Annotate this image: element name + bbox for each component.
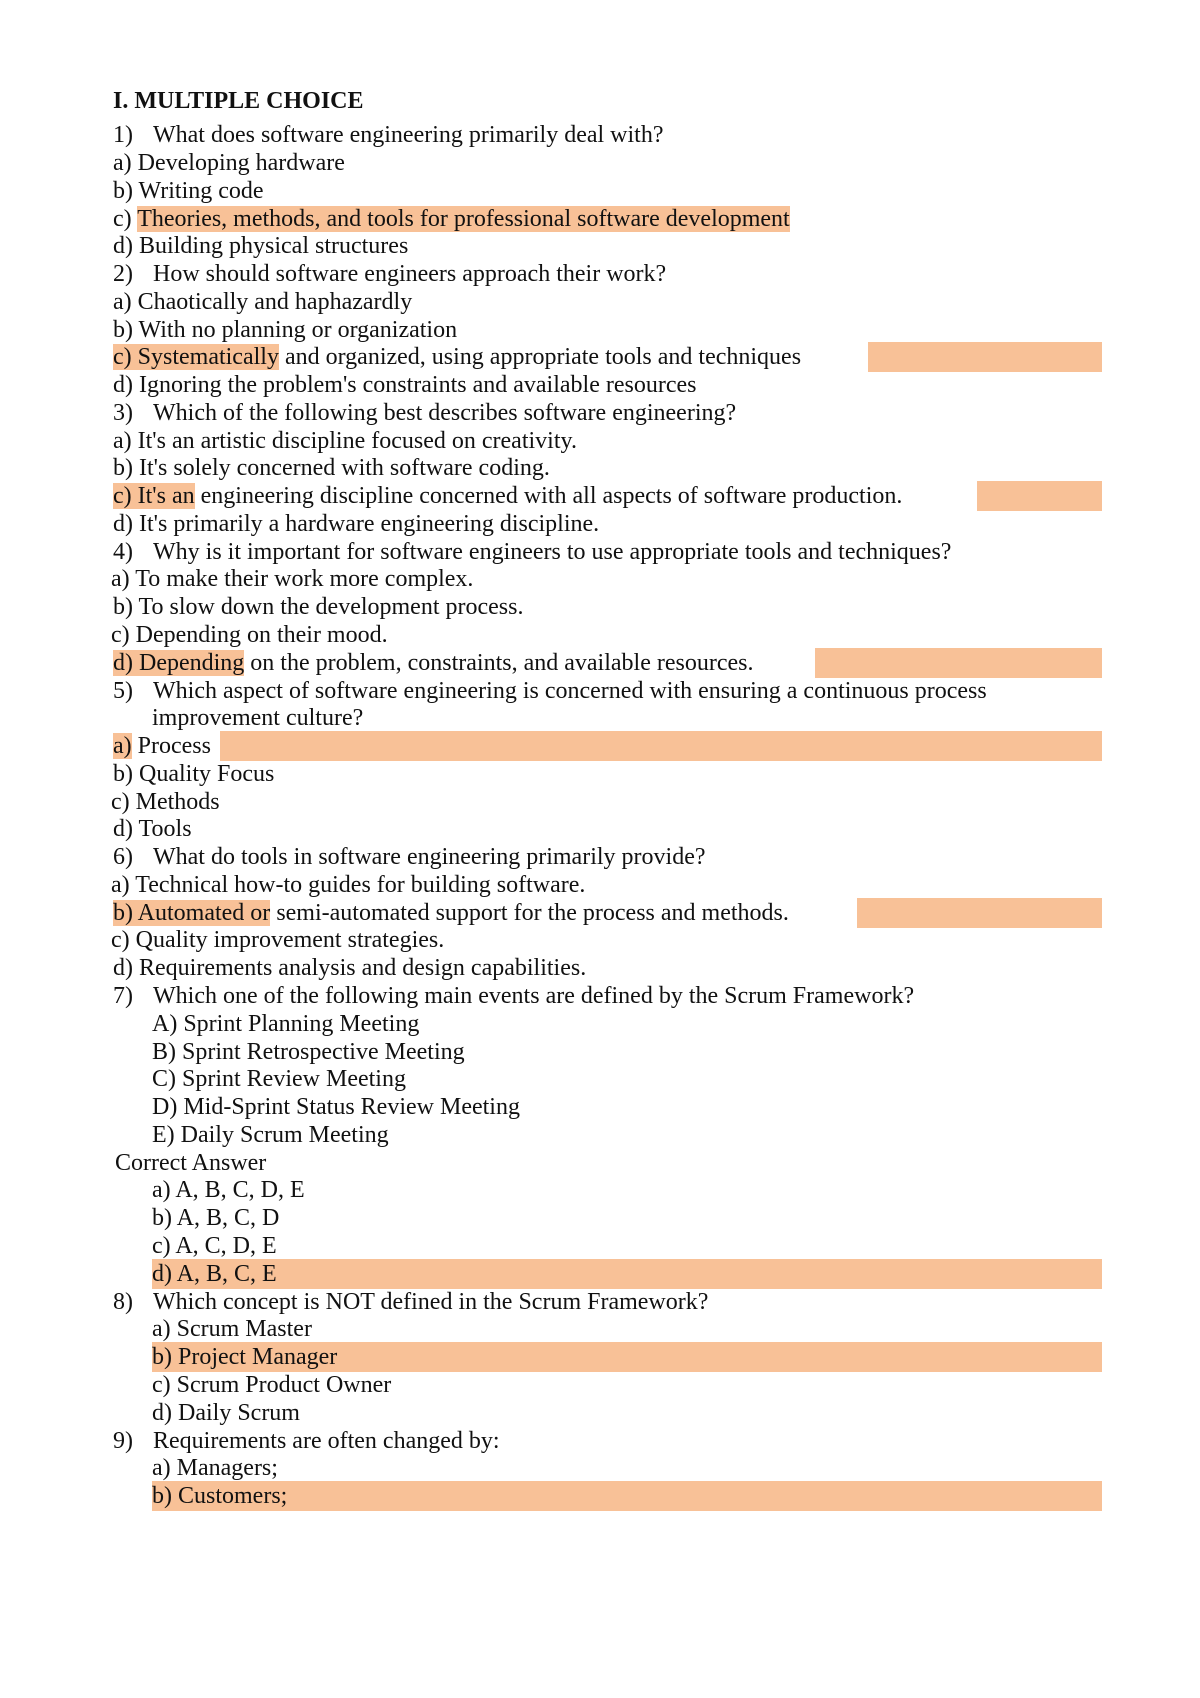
question-text xyxy=(113,844,706,870)
correct-answer-label: Correct Answer xyxy=(115,1150,267,1176)
option: b) Writing code xyxy=(113,178,264,204)
question-number: 5) xyxy=(113,678,133,704)
option: c) Depending on their mood. xyxy=(111,622,388,648)
question-prompt: Which concept is NOT defined in the Scrum Framework? xyxy=(153,1289,709,1315)
option: c) Quality improvement strategies. xyxy=(111,927,445,953)
option: c) A, C, D, E xyxy=(152,1233,277,1259)
event-item: B) Sprint Retrospective Meeting xyxy=(152,1039,465,1065)
option-correct: c) It's an engineering discipline concerned with all aspects of software production. xyxy=(113,483,903,509)
highlighted-text: a) xyxy=(113,733,132,759)
option: b) It's solely concerned with software coding. xyxy=(113,455,550,481)
question-text xyxy=(113,261,666,287)
question-number: 1) xyxy=(113,122,133,148)
question-text xyxy=(113,122,663,148)
option-correct: d) Depending on the problem, constraints, and available resources. xyxy=(113,650,754,676)
option-correct: b) Project Manager xyxy=(152,1344,338,1370)
section-title: I. MULTIPLE CHOICE xyxy=(113,88,364,114)
highlighted-text: b) Automated or xyxy=(113,900,271,926)
answer-highlight xyxy=(857,898,1102,928)
question-text xyxy=(113,539,951,565)
highlighted-text: Theories, methods, and tools for professional software development xyxy=(137,206,790,232)
option: c) Methods xyxy=(111,789,220,815)
question-number: 8) xyxy=(113,1289,133,1315)
option: d) Building physical structures xyxy=(113,233,409,259)
option: a) Managers; xyxy=(152,1455,278,1481)
option-correct: b) Automated or semi-automated support for the process and methods. xyxy=(113,900,789,926)
question-prompt: What do tools in software engineering primarily provide? xyxy=(153,844,706,870)
question-prompt: Which one of the following main events are defined by the Scrum Framework? xyxy=(153,983,915,1009)
option: b) With no planning or organization xyxy=(113,317,458,343)
question-prompt: Which of the following best describes software engineering? xyxy=(153,400,737,426)
question-number: 9) xyxy=(113,1428,133,1454)
question-prompt-continued: improvement culture? xyxy=(152,705,364,731)
option: b) To slow down the development process. xyxy=(113,594,524,620)
question-text xyxy=(113,1289,708,1315)
option: c) Scrum Product Owner xyxy=(152,1372,392,1398)
option: d) Tools xyxy=(113,816,192,842)
option: a) Chaotically and haphazardly xyxy=(113,289,413,315)
question-text xyxy=(113,678,987,704)
question-prompt: Which aspect of software engineering is concerned with ensuring a continuous process xyxy=(153,678,987,704)
question-number: 7) xyxy=(113,983,133,1009)
option-correct: c) Systematically and organized, using appropriate tools and techniques xyxy=(113,344,802,370)
question-prompt: What does software engineering primarily deal with? xyxy=(153,122,664,148)
highlighted-text: d) Depending xyxy=(113,650,245,676)
option: a) Technical how-to guides for building software. xyxy=(111,872,586,898)
event-item: D) Mid-Sprint Status Review Meeting xyxy=(152,1094,520,1120)
option: d) Requirements analysis and design capabilities. xyxy=(113,955,587,981)
answer-highlight xyxy=(220,731,1102,761)
option-correct: d) A, B, C, E xyxy=(152,1261,277,1287)
question-text xyxy=(113,400,736,426)
option: a) It's an artistic discipline focused on creativity. xyxy=(113,428,577,454)
option: a) To make their work more complex. xyxy=(111,566,474,592)
event-item: C) Sprint Review Meeting xyxy=(152,1066,406,1092)
answer-highlight xyxy=(868,342,1102,372)
answer-highlight xyxy=(152,1481,1102,1511)
answer-highlight xyxy=(152,1259,1102,1289)
option: d) Ignoring the problem's constraints and available resources xyxy=(113,372,697,398)
answer-highlight xyxy=(977,481,1102,511)
question-number: 6) xyxy=(113,844,133,870)
option: a) Scrum Master xyxy=(152,1316,312,1342)
highlighted-text: c) Systematically xyxy=(113,344,279,370)
question-text xyxy=(113,1428,500,1454)
option-correct: c) Theories, methods, and tools for professional software development xyxy=(113,206,790,232)
question-prompt: Why is it important for software engineers to use appropriate tools and techniques? xyxy=(153,539,952,565)
event-item: E) Daily Scrum Meeting xyxy=(152,1122,389,1148)
option-correct: a) Process xyxy=(113,733,211,759)
question-number: 4) xyxy=(113,539,133,565)
question-number: 3) xyxy=(113,400,133,426)
option: d) It's primarily a hardware engineering discipline. xyxy=(113,511,600,537)
question-number: 2) xyxy=(113,261,133,287)
question-text xyxy=(113,983,914,1009)
question-prompt: Requirements are often changed by: xyxy=(153,1428,500,1454)
option: a) Developing hardware xyxy=(113,150,345,176)
highlighted-text: c) It's an xyxy=(113,483,195,509)
event-item: A) Sprint Planning Meeting xyxy=(152,1011,420,1037)
option: a) A, B, C, D, E xyxy=(152,1177,305,1203)
option-correct: b) Customers; xyxy=(152,1483,288,1509)
option: d) Daily Scrum xyxy=(152,1400,300,1426)
answer-highlight xyxy=(815,648,1102,678)
option: b) A, B, C, D xyxy=(152,1205,280,1231)
question-prompt: How should software engineers approach their work? xyxy=(153,261,667,287)
option: b) Quality Focus xyxy=(113,761,275,787)
